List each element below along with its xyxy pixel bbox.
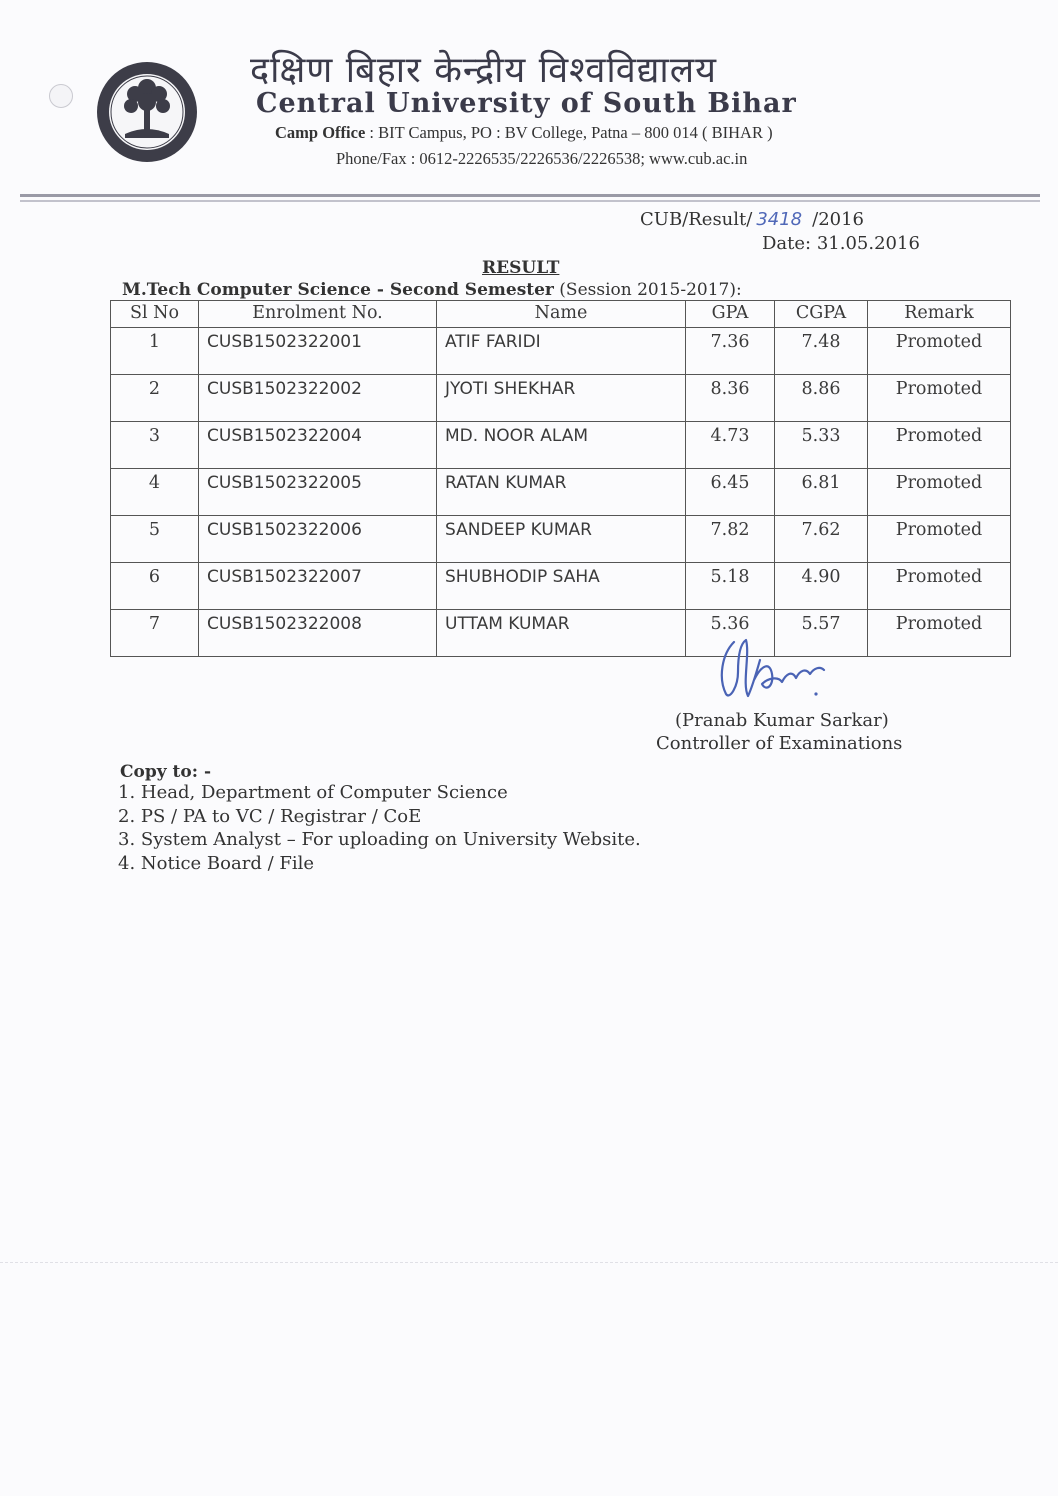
result-title: RESULT (482, 258, 560, 278)
programme-name: M.Tech Computer Science - Second Semester (122, 280, 554, 300)
column-header: Enrolment No. (199, 301, 437, 328)
column-header: Remark (868, 301, 1011, 328)
table-row (111, 563, 1011, 610)
table-row (111, 610, 1011, 657)
contact-line: Phone/Fax : 0612-2226535/2226536/2226538; www.cub.ac.in (336, 149, 748, 168)
column-header: GPA (686, 301, 775, 328)
punch-hole (49, 84, 73, 108)
cgpa-cell: 4.90 (775, 563, 868, 610)
column-header: Name (437, 301, 686, 328)
gpa-cell: 7.36 (686, 328, 775, 375)
reference-number (640, 209, 864, 230)
table-row (111, 328, 1011, 375)
list-item: 1. Head, Department of Computer Science (118, 782, 508, 803)
name-cell: RATAN KUMAR (437, 469, 686, 516)
remark-cell: Promoted (868, 469, 1011, 516)
list-item: 2. PS / PA to VC / Registrar / CoE (118, 805, 422, 827)
remark-cell: Promoted (868, 563, 1011, 610)
serial-cell: 7 (111, 610, 199, 657)
university-name: Central University of South Bihar (256, 88, 797, 119)
list-item: 3. System Analyst – For uploading on University Website. (118, 829, 641, 850)
gpa-cell: 8.36 (686, 375, 775, 422)
handwritten-signature (712, 634, 842, 706)
cgpa-cell: 6.81 (775, 469, 868, 516)
table-row (111, 375, 1011, 422)
university-seal-logo (95, 60, 199, 164)
serial-cell: 5 (111, 516, 199, 563)
camp-office-text: : BIT Campus, PO : BV College, Patna – 800 014 ( BIHAR ) (365, 123, 773, 142)
name-cell: UTTAM KUMAR (437, 610, 686, 657)
table-row (111, 469, 1011, 516)
gpa-cell: 4.73 (686, 422, 775, 469)
cgpa-cell: 8.86 (775, 375, 868, 422)
table-header-row (111, 301, 1011, 328)
cgpa-cell: 7.62 (775, 516, 868, 563)
serial-cell: 2 (111, 375, 199, 422)
cgpa-cell: 7.48 (775, 328, 868, 375)
session-text: (Session 2015-2017): (553, 280, 742, 300)
remark-cell: Promoted (868, 610, 1011, 657)
gpa-cell: 7.82 (686, 516, 775, 563)
column-header: Sl No (111, 301, 199, 328)
column-header: CGPA (775, 301, 868, 328)
name-cell: MD. NOOR ALAM (437, 422, 686, 469)
enrolment-cell: CUSB1502322002 (199, 375, 437, 422)
scan-artifact-line (0, 1262, 1058, 1265)
enrolment-cell: CUSB1502322008 (199, 610, 437, 657)
handwritten-reference: 3418 (756, 209, 803, 230)
enrolment-cell: CUSB1502322006 (199, 516, 437, 563)
cgpa-cell: 5.57 (775, 610, 868, 657)
gpa-cell: 5.18 (686, 563, 775, 610)
issue-date: Date: 31.05.2016 (762, 233, 920, 254)
camp-office-address (275, 123, 773, 143)
university-name-hindi: दक्षिण बिहार केन्द्रीय विश्वविद्यालय (250, 50, 718, 91)
cgpa-cell: 5.33 (775, 422, 868, 469)
header-divider-secondary (20, 200, 1040, 202)
copy-to-list (118, 782, 641, 876)
signatory-name: (Pranab Kumar Sarkar) (675, 710, 889, 731)
result-table (110, 300, 1011, 657)
enrolment-cell: CUSB1502322005 (199, 469, 437, 516)
remark-cell: Promoted (868, 375, 1011, 422)
enrolment-cell: CUSB1502322004 (199, 422, 437, 469)
gpa-cell: 5.36 (686, 610, 775, 657)
header-divider (20, 194, 1040, 197)
serial-cell: 6 (111, 563, 199, 610)
name-cell: SANDEEP KUMAR (437, 516, 686, 563)
table-row (111, 516, 1011, 563)
enrolment-cell: CUSB1502322007 (199, 563, 437, 610)
result-caption (122, 280, 742, 300)
reference-suffix: /2016 (812, 209, 865, 230)
camp-office-label: Camp Office (275, 123, 366, 142)
serial-cell: 1 (111, 328, 199, 375)
remark-cell: Promoted (868, 516, 1011, 563)
list-item: 4. Notice Board / File (118, 852, 315, 874)
name-cell: ATIF FARIDI (437, 328, 686, 375)
gpa-cell: 6.45 (686, 469, 775, 516)
reference-prefix: CUB/Result/ (640, 209, 753, 230)
table-row (111, 422, 1011, 469)
copy-to-heading: Copy to: - (120, 762, 211, 782)
signatory-designation: Controller of Examinations (656, 733, 903, 754)
serial-cell: 3 (111, 422, 199, 469)
name-cell: SHUBHODIP SAHA (437, 563, 686, 610)
enrolment-cell: CUSB1502322001 (199, 328, 437, 375)
remark-cell: Promoted (868, 422, 1011, 469)
name-cell: JYOTI SHEKHAR (437, 375, 686, 422)
serial-cell: 4 (111, 469, 199, 516)
remark-cell: Promoted (868, 328, 1011, 375)
